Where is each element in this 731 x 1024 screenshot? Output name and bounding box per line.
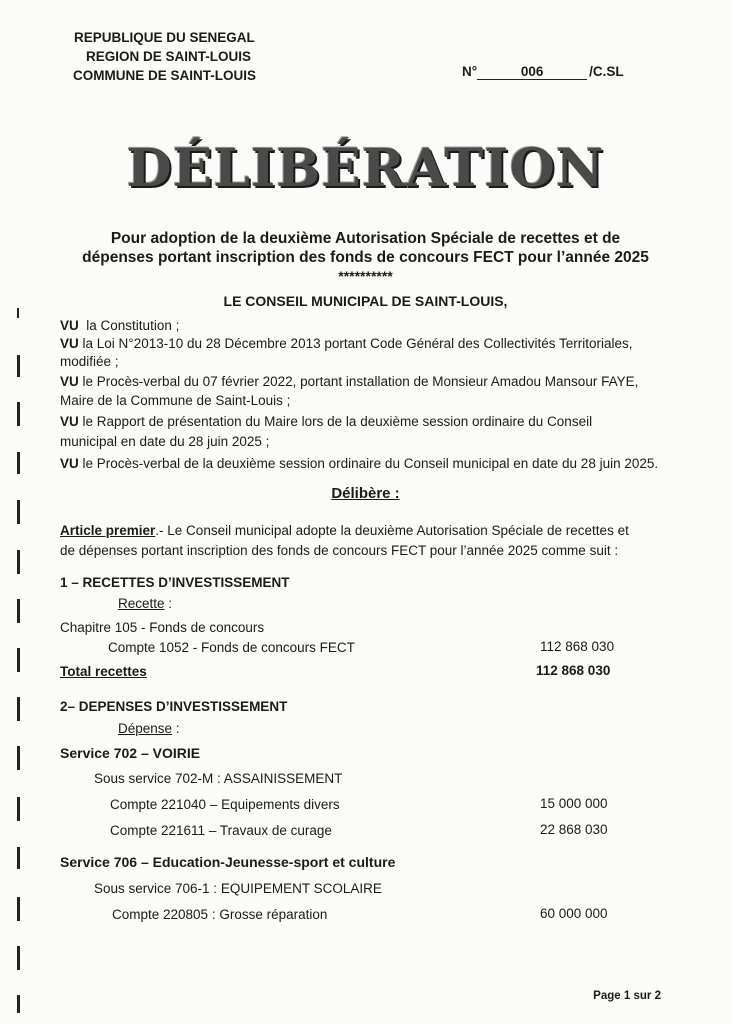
binding-mark — [17, 402, 20, 426]
sous-service-702m: Sous service 702-M : ASSAINISSEMENT — [94, 771, 343, 786]
recette-subheading: Recette : — [118, 596, 173, 611]
header-commune: COMMUNE DE SAINT-LOUIS — [73, 68, 257, 83]
vu-item-4: VU le Rapport de présentation du Maire lors de la deuxième session ordinaire du Conseil — [60, 414, 593, 429]
recettes-heading: 1 – RECETTES D’INVESTISSEMENT — [60, 575, 290, 590]
sous-service-7061: Sous service 706-1 : EQUIPEMENT SCOLAIRE — [94, 881, 382, 896]
vu-label: VU — [60, 336, 79, 351]
article-text-cont: de dépenses portant inscription des fonds de concours FECT pour l’année 2025 comme suit : — [60, 543, 619, 558]
ref-number: 006 — [477, 64, 587, 80]
binding-mark — [17, 599, 20, 623]
service-706: Service 706 – Education-Jeunesse-sport et culture — [60, 854, 396, 870]
binding-mark — [17, 308, 19, 318]
vu-item-2-cont: modifiée ; — [60, 354, 119, 369]
binding-mark — [17, 452, 20, 474]
compte-1052-amount: 112 868 030 — [540, 639, 615, 654]
binding-mark — [17, 550, 20, 574]
compte-221040-amount: 15 000 000 — [540, 796, 608, 811]
document-title: DÉLIBÉRATION — [126, 138, 605, 199]
vu-label: VU — [60, 456, 79, 471]
total-recettes-label: Total recettes — [60, 664, 147, 679]
chapitre-105: Chapitre 105 - Fonds de concours — [60, 620, 265, 635]
vu-item-1: VU la Constitution ; — [60, 318, 180, 333]
subtitle-line1: Pour adoption de la deuxième Autorisation Spéciale de recettes et de — [110, 230, 621, 247]
vu-label: VU — [60, 318, 79, 333]
page-footer: Page 1 sur 2 — [593, 990, 661, 1002]
header-republic: REPUBLIQUE DU SENEGAL — [74, 30, 255, 45]
binding-mark — [17, 355, 20, 377]
subtitle-stars: ********** — [338, 268, 393, 284]
binding-mark — [17, 995, 20, 1013]
compte-1052: Compte 1052 - Fonds de concours FECT — [108, 640, 355, 655]
vu-label: VU — [60, 414, 79, 429]
ref-prefix: N° — [462, 64, 478, 79]
compte-221611-amount: 22 868 030 — [540, 822, 608, 837]
depenses-heading: 2– DEPENSES D’INVESTISSEMENT — [60, 699, 288, 714]
binding-mark — [17, 746, 20, 770]
vu-item-5: VU le Procès-verbal de la deuxième session ordinaire du Conseil municipal en date du 28 juin 2025. — [60, 456, 659, 471]
vu-label: VU — [60, 374, 79, 389]
subtitle-line2: dépenses portant inscription des fonds de concours FECT pour l’année 2025 — [82, 249, 649, 266]
binding-mark — [17, 648, 20, 672]
compte-221040: Compte 221040 – Equipements divers — [110, 797, 340, 812]
council-heading: LE CONSEIL MUNICIPAL DE SAINT-LOUIS, — [223, 293, 508, 309]
ref-suffix: /C.SL — [589, 64, 624, 79]
vu-item-3: VU le Procès-verbal du 07 février 2022, portant installation de Monsieur Amadou Mansour FAYE, — [60, 374, 639, 389]
article-premier: Article premier.- Le Conseil municipal adopte la deuxième Autorisation Spéciale de recettes et — [60, 523, 629, 538]
compte-221611: Compte 221611 – Travaux de curage — [110, 823, 332, 838]
binding-mark — [17, 500, 20, 524]
vu-item-4-cont: municipal en date du 28 juin 2025 ; — [60, 434, 270, 449]
header-region: REGION DE SAINT-LOUIS — [86, 49, 252, 64]
binding-mark — [17, 847, 20, 869]
binding-mark — [17, 897, 20, 921]
binding-mark — [17, 946, 20, 970]
binding-mark — [17, 797, 20, 821]
binding-mark — [17, 697, 20, 721]
service-702: Service 702 – VOIRIE — [60, 745, 201, 761]
vu-item-2: VU la Loi N°2013-10 du 28 Décembre 2013 portant Code Général des Collectivités Territoriales, — [60, 336, 633, 351]
depense-subheading: Dépense : — [118, 721, 180, 736]
compte-220805-amount: 60 000 000 — [540, 906, 608, 921]
reference-number — [462, 64, 624, 80]
delibere-heading: Délibère : — [331, 485, 400, 502]
article-label: Article premier — [60, 523, 156, 538]
vu-item-3-cont: Maire de la Commune de Saint-Louis ; — [60, 393, 291, 408]
total-recettes-amount: 112 868 030 — [536, 663, 611, 678]
compte-220805: Compte 220805 : Grosse réparation — [112, 907, 328, 922]
